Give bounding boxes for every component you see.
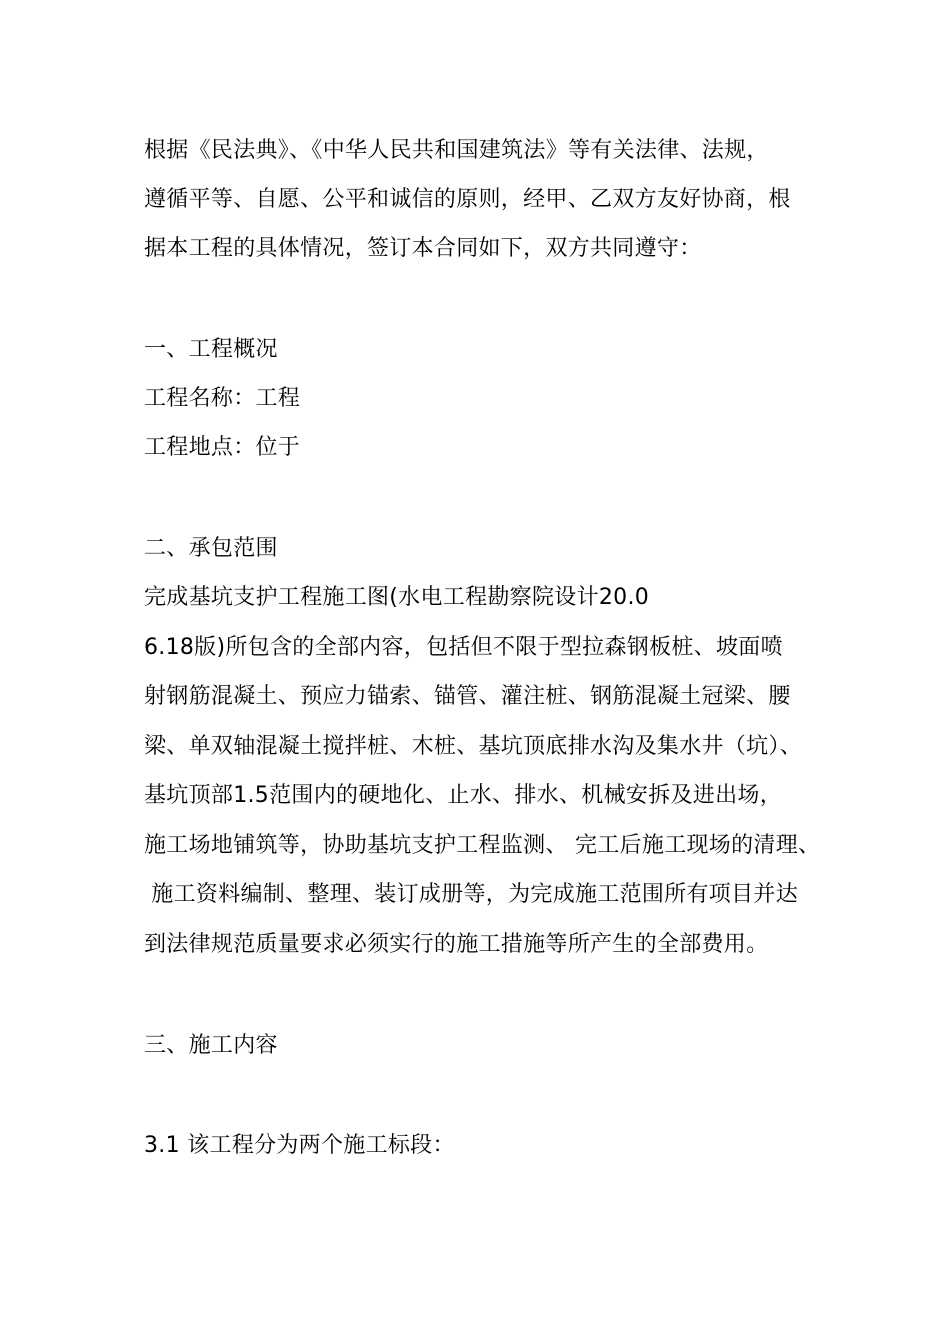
- project-name-line: 工程名称：工程: [144, 386, 301, 411]
- intro-line-3: 据本工程的具体情况，签订本合同如下，双方共同遵守：: [144, 236, 702, 261]
- project-location-line: 工程地点：位于: [144, 435, 301, 460]
- scope-line-1: 完成基坑支护工程施工图(水电工程勘察院设计20.0: [144, 585, 650, 610]
- scope-line-2: 6.18版)所包含的全部内容，包括但不限于型拉森钢板桩、坡面喷: [144, 635, 783, 660]
- scope-line-3: 射钢筋混凝土、预应力锚索、锚管、灌注桩、钢筋混凝土冠梁、腰: [144, 684, 791, 709]
- scope-line-5: 基坑顶部1.5范围内的硬地化、止水、排水、机械安拆及进出场，: [144, 783, 782, 808]
- scope-line-8: 到法律规范质量要求必须实行的施工措施等所产生的全部费用。: [144, 932, 769, 957]
- section1-heading: 一、工程概况: [144, 337, 278, 362]
- scope-line-7: 施工资料编制、整理、装订成册等，为完成施工范围所有项目并达: [144, 882, 798, 907]
- item-3-1: 3.1 该工程分为两个施工标段：: [144, 1133, 455, 1158]
- scope-line-6: 施工场地铺筑等，协助基坑支护工程监测、 完工后施工现场的清理、: [144, 833, 821, 858]
- intro-line-2: 遵循平等、自愿、公平和诚信的原则，经甲、乙双方友好协商，根: [144, 187, 791, 212]
- section2-heading: 二、承包范围: [144, 536, 278, 561]
- scope-line-4: 梁、单双轴混凝土搅拌桩、木桩、基坑顶底排水沟及集水井（坑）、: [144, 734, 803, 759]
- intro-line-1: 根据《民法典》、《中华人民共和国建筑法》等有关法律、法规，: [144, 138, 769, 163]
- section3-heading: 三、施工内容: [144, 1033, 278, 1058]
